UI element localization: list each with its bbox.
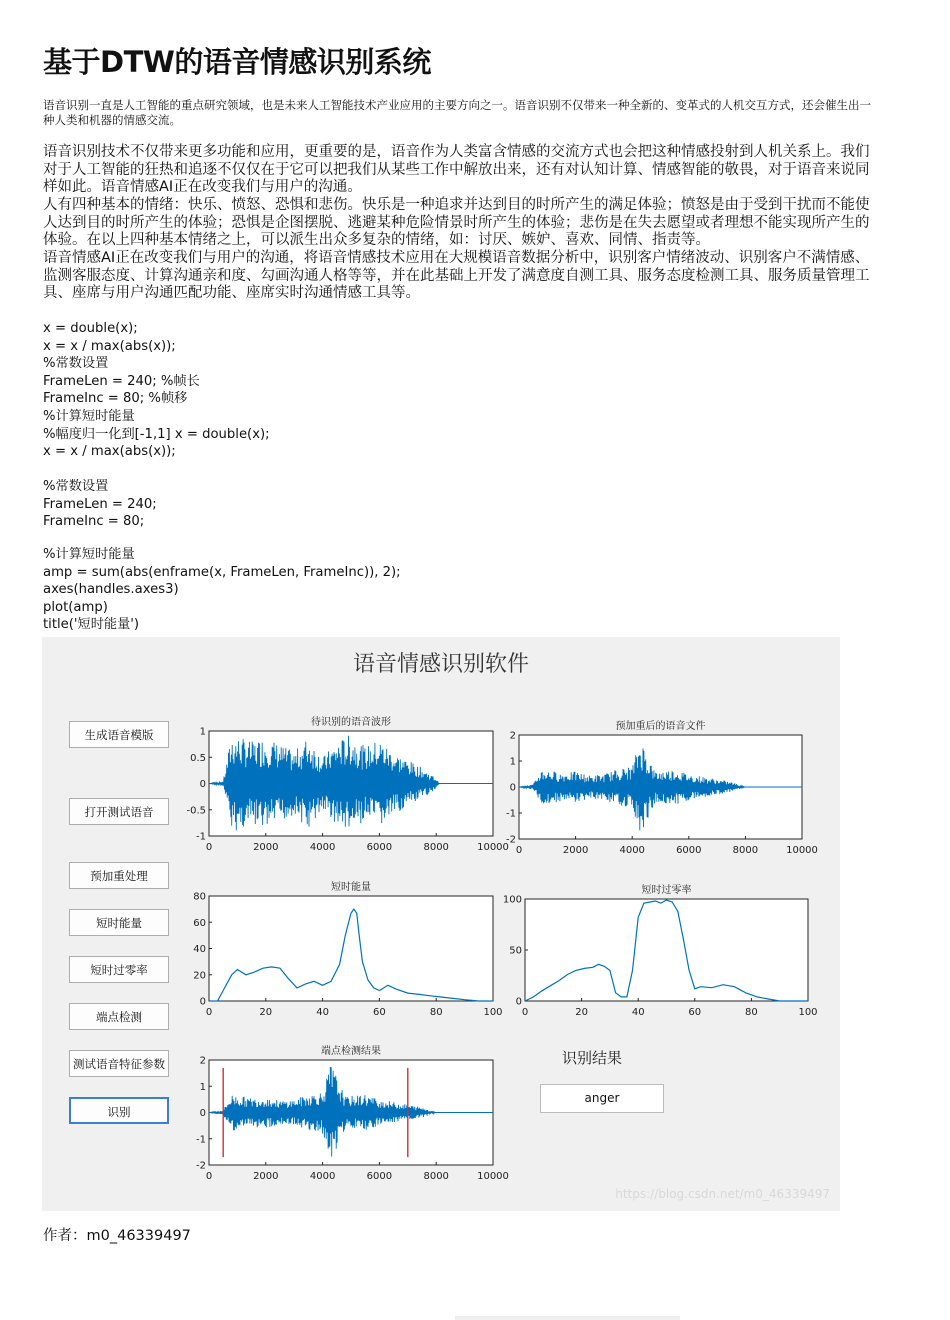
x-tick-label-3-3: 60 [688,1007,702,1018]
y-tick-label-0-1: 0.5 [190,752,206,764]
x-tick-label-2-2: 40 [316,1007,329,1018]
open-test-audio-button[interactable]: 打开测试语音 [69,798,169,825]
x-tick-label-3-2: 40 [631,1007,645,1018]
code-block-2: %常数设置 FrameLen = 240; FrameInc = 80; [43,479,157,530]
x-tick-label-1-3: 6000 [676,845,702,856]
plot-title-1: 预加重后的语音文件 [615,721,706,732]
x-tick-label-3-5: 100 [798,1007,818,1018]
pre-emphasis-button[interactable]: 预加重处理 [69,862,169,889]
paragraph-1: 语音识别技术不仅带来更多功能和应用，更重要的是，语音作为人类富含情感的交流方式也会把这种情感投射到人机关系上。我们对于人工智能的狂热和追逐不仅仅在于它可以把我们从某些工作中解放出来，还有对认知计算、情感智能的敬畏，对于语音来说同样如此。语音情感AI正在改变我们与用户的沟通。 [43,144,870,196]
author: 作者：m0_46339497 [43,1228,191,1244]
x-tick-label-0-4: 8000 [423,842,449,853]
x-tick-label-4-0: 0 [205,1171,213,1182]
y-tick-label-0-4: -1 [196,831,206,843]
code-block-3: %计算短时能量 amp = sum(abs(enframe(x, FrameLen, FrameInc)), 2); axes(handles.axes3) plot(amp) title('短时能量') [43,547,401,633]
y-tick-label-0-2: 0 [199,779,206,790]
x-tick-label-2-1: 20 [259,1007,273,1018]
plot-frame-3 [525,899,808,1001]
x-tick-label-4-2: 4000 [309,1171,336,1182]
x-tick-label-1-1: 2000 [562,845,589,856]
x-tick-label-3-1: 20 [575,1007,588,1018]
x-tick-label-0-2: 4000 [309,842,336,853]
x-tick-label-4-1: 2000 [253,1171,279,1182]
x-tick-label-4-5: 10000 [477,1171,509,1182]
x-tick-label-1-4: 8000 [732,845,759,856]
x-tick-label-0-1: 2000 [253,842,279,853]
plot-title-2: 短时能量 [331,882,371,893]
x-tick-label-2-3: 60 [373,1007,386,1018]
paragraph-3: 语音情感AI正在改变我们与用户的沟通，将语音情感技术应用在大规模语音数据分析中，识别客户情绪波动、识别客户不满情感、监测客服态度、计算沟通亲和度、勾画沟通人格等等，并在此基础上开发了满意度自测工具、服务态度检测工具、服务质量管理工具、座席与用户沟通匹配功能、座席实时沟通情感工具等。 [43,250,870,302]
x-tick-label-1-2: 4000 [619,845,645,856]
x-tick-label-2-5: 100 [483,1007,503,1018]
y-tick-label-2-0: 80 [193,891,206,903]
plot-frame-2 [209,896,493,1001]
plot-area [42,637,840,1211]
y-tick-label-2-1: 60 [193,917,206,929]
recognize-button[interactable]: 识别 [69,1097,169,1124]
result-value: anger [540,1084,664,1113]
footer-divider [455,1316,680,1320]
short-time-energy-button[interactable]: 短时能量 [69,909,169,936]
y-tick-label-4-1: 1 [199,1081,206,1093]
zero-crossing-button[interactable]: 短时过零率 [69,956,169,983]
x-tick-label-1-0: 0 [515,845,523,856]
y-tick-label-3-2: 0 [515,996,522,1008]
x-tick-label-4-4: 8000 [423,1171,449,1182]
y-tick-label-1-0: 2 [509,730,516,742]
y-tick-label-2-3: 20 [193,970,206,982]
x-tick-label-0-3: 6000 [366,842,393,853]
y-tick-label-2-2: 40 [193,944,206,955]
y-tick-label-3-1: 50 [509,945,522,957]
x-tick-label-2-4: 80 [429,1007,443,1018]
article-intro: 语音识别一直是人工智能的重点研究领域，也是未来人工智能技术产业应用的主要方向之一。语音识别不仅带来一种全新的、变革式的人机交互方式，还会催生出一种人类和机器的情感交流。 [43,98,871,127]
app-title: 语音情感识别软件 [352,652,529,677]
x-tick-label-0-5: 10000 [477,842,509,853]
result-label: 识别结果 [562,1049,623,1067]
watermark: https://blog.csdn.net/m0_46339497 [615,1187,830,1201]
x-tick-label-1-5: 10000 [786,845,818,856]
plot-title-0: 待识别的语音波形 [311,717,391,728]
x-tick-label-4-3: 6000 [366,1171,393,1182]
article-title: 基于DTW的语音情感识别系统 [43,45,431,79]
y-tick-label-4-2: 0 [199,1108,206,1119]
y-tick-label-3-0: 100 [502,894,522,906]
y-tick-label-4-0: 2 [199,1055,206,1067]
app-screenshot [42,637,840,1211]
x-tick-label-3-0: 0 [521,1007,529,1018]
y-tick-label-4-3: -1 [196,1134,206,1146]
y-tick-label-1-4: -2 [506,834,516,846]
y-tick-label-0-0: 1 [199,726,206,738]
y-tick-label-1-2: 0 [509,782,516,794]
endpoint-detection-button[interactable]: 端点检测 [69,1003,169,1030]
code-block-1: x = double(x); x = x / max(abs(x)); %常数设置 FrameLen = 240; %帧长 FrameInc = 80; %帧移 %计算短时能量 %幅度归一化到[-1,1] x = double(x); x = x / max(abs(x)); [43,321,270,460]
y-tick-label-1-3: -1 [506,808,516,820]
generate-template-button[interactable]: 生成语音模版 [69,721,169,748]
x-tick-label-0-0: 0 [205,842,213,853]
plot-title-3: 短时过零率 [641,885,692,896]
x-tick-label-2-0: 0 [205,1007,213,1018]
plot-title-4: 端点检测结果 [321,1046,381,1057]
y-tick-label-0-3: -0.5 [186,805,206,817]
paragraph-2: 人有四种基本的情绪：快乐、愤怒、恐惧和悲伤。快乐是一种追求并达到目的时所产生的满足体验；愤怒是由于受到干扰而不能使人达到目的时所产生的体验；恐惧是企图摆脱、逃避某种危险情景时所产生的体验；悲伤是在失去愿望或者理想不能实现所产生的体验。在以上四种基本情绪之上，可以派生出众多复杂的情绪，如：讨厌、嫉妒、喜欢、同情、指责等。 [43,197,870,249]
y-tick-label-4-4: -2 [196,1160,206,1172]
y-tick-label-1-1: 1 [509,756,516,768]
y-tick-label-2-4: 0 [199,996,206,1008]
x-tick-label-3-4: 80 [745,1007,758,1018]
test-features-button[interactable]: 测试语音特征参数 [69,1050,169,1077]
